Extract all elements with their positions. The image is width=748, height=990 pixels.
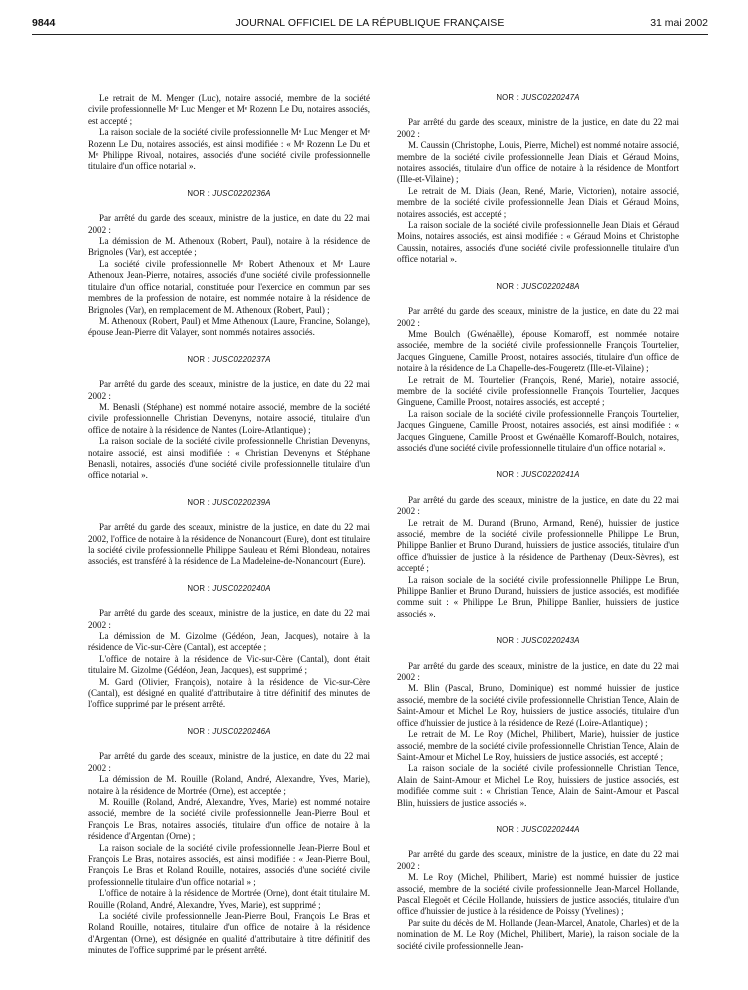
- paragraph: M. Benasli (Stéphane) est nommé notaire associé, membre de la société civile professionnelle Christian Devenyns, notaire associé, titulaire d'un office de notaire à la résidence de Nantes (Loire-Atlantique) ;: [88, 401, 370, 435]
- nor-reference: [397, 824, 679, 835]
- right-column: [397, 92, 679, 952]
- paragraph: La société civile professionnelle Mᵉ Robert Athenoux et Mᵉ Laure Athenoux Jean-Pierre, notaires, associés d'une société civile professionnelle titulaire d'un office notarial, constituée pour l'exercice en commun par ses membres de la profession de notaire, est nommée notaire à la résidence de Brignoles (Var), en remplacement de M. Athenoux (Robert, Paul) ;: [88, 258, 370, 315]
- paragraph: Par suite du décès de M. Hollande (Jean-Marcel, Anatole, Charles) et de la nomination de M. Le Roy (Michel, Philibert, Marie), la raison sociale de la société civile professionnelle Jean-: [397, 917, 679, 951]
- paragraph: Par arrêté du garde des sceaux, ministre de la justice, en date du 22 mai 2002 :: [88, 213, 370, 235]
- nor-reference: [397, 281, 679, 292]
- paragraph: Le retrait de M. Le Roy (Michel, Philibert, Marie), huissier de justice associé, membre de la société civile professionnelle Christian Tence, Alain de Saint-Amour et Michel Le Roy, huissiers de justice associés, est accepté ;: [397, 729, 679, 762]
- nor-prefix: NOR :: [187, 583, 210, 593]
- paragraph: Par arrêté du garde des sceaux, ministre de la justice, en date du 22 mai 2002 :: [88, 608, 370, 630]
- paragraph: L'office de notaire à la résidence de Mortrée (Orne), dont était titulaire M. Rouille (Roland, André, Alexandre, Yves, Marie), est supprimé ;: [88, 888, 370, 910]
- nor-code: JUSC0220248A: [521, 281, 580, 291]
- paragraph: La raison sociale de la société civile professionnelle Christian Tence, Alain de Saint-Amour et Michel Le Roy, huissiers de justice associés, est modifiée comme suit : « Christian Tence, Alain de Saint-Amour et Pascal Blin, huissiers de justice associés ».: [397, 763, 679, 808]
- issue-date: 31 mai 2002: [650, 17, 708, 29]
- paragraph: La raison sociale de la société civile professionnelle Jean-Pierre Boul et François Le Bras, notaires associés, est ainsi modifiée : « Jean-Pierre Boul, François Le Bras et Roland Rouille, notaires, associés d'une société civile professionnelle titulaire d'un office notarial » ;: [88, 842, 370, 887]
- paragraph: Par arrêté du garde des sceaux, ministre de la justice, en date du 22 mai 2002, l'office de notaire à la résidence de Nonancourt (Eure), dont est titulaire la société civile professionnelle Philippe Sauleau et Rémi Blondeau, notaires associés, est transféré à la résidence de La Madeleine-de-Nonancourt (Eure).: [88, 522, 370, 567]
- nor-reference: [88, 726, 370, 737]
- paragraph: Par arrêté du garde des sceaux, ministre de la justice, en date du 22 mai 2002 :: [88, 379, 370, 401]
- paragraph: M. Athenoux (Robert, Paul) et Mme Athenoux (Laure, Francine, Solange), épouse Jean-Pierre dit Valayer, sont nommés notaires associés.: [88, 315, 370, 338]
- paragraph: Mme Boulch (Gwénaëlle), épouse Komaroff, est nommée notaire associée, membre de la société civile professionnelle François Tourtelier, Jacques Ginguene, Camille Proost, notaires associés, titulaire d'un office de notaire à la résidence de La Chapelle-des-Fougeretz (Ille-et-Vilaine) ;: [397, 328, 679, 374]
- paragraph: La raison sociale de la société civile professionnelle Christian Devenyns, notaire associé, est ainsi modifiée : « Christian Devenyns et Stéphane Benasli, notaires, associés d'une société civile professionnelle titulaire d'un office notarial ».: [88, 436, 370, 481]
- nor-prefix: NOR :: [187, 726, 210, 736]
- journal-title: JOURNAL OFFICIEL DE LA RÉPUBLIQUE FRANÇAISE: [235, 17, 505, 29]
- nor-reference: [397, 469, 679, 480]
- paragraph: La démission de M. Athenoux (Robert, Paul), notaire à la résidence de Brignoles (Var), est acceptée ;: [88, 236, 370, 258]
- paragraph: La démission de M. Gizolme (Gédéon, Jean, Jacques), notaire à la résidence de Vic-sur-Cère (Cantal), est acceptée ;: [88, 631, 370, 653]
- paragraph: Par arrêté du garde des sceaux, ministre de la justice, en date du 22 mai 2002 :: [397, 494, 679, 517]
- nor-code: JUSC0220247A: [521, 93, 580, 102]
- paragraph: Par arrêté du garde des sceaux, ministre de la justice, en date du 22 mai 2002 :: [397, 660, 679, 683]
- paragraph: La raison sociale de la société civile professionnelle Philippe Le Brun, Philippe Banlier et Bruno Durand, huissiers de justice associés, est modifiée comme suit : « Philippe Le Brun, Philippe Banlier, huissiers de justice associés ».: [397, 574, 679, 619]
- paragraph: M. Caussin (Christophe, Louis, Pierre, Michel) est nommé notaire associé, membre de la société civile professionnelle Jean Diais et Géraud Moins, notaires associés, titulaire d'un office de notaire à la résidence de Montfort (Ille-et-Vilaine) ;: [397, 140, 679, 185]
- nor-prefix: NOR :: [496, 281, 519, 291]
- nor-code: JUSC0220241A: [521, 470, 580, 480]
- paragraph: Le retrait de M. Tourtelier (François, René, Marie), notaire associé, membre de la société civile professionnelle François Tourtelier, Jacques Ginguene, Camille Proost, notaires associés, est accepté ;: [397, 374, 679, 408]
- nor-prefix: NOR :: [187, 497, 210, 507]
- paragraph: Par arrêté du garde des sceaux, ministre de la justice, en date du 22 mai 2002 :: [397, 306, 679, 328]
- nor-code: JUSC0220246A: [212, 726, 271, 736]
- nor-code: JUSC0220236A: [212, 188, 271, 198]
- paragraph: La raison sociale de la société civile professionnelle Jean Diais et Géraud Moins, notaires associés, est ainsi modifiée : « Géraud Moins et Christophe Caussin, notaires, associés d'une société civile professionnelle titulaire d'un office notarial ».: [397, 220, 679, 265]
- nor-prefix: NOR :: [496, 636, 519, 646]
- paragraph: L'office de notaire à la résidence de Vic-sur-Cère (Cantal), dont était titulaire M. Gizolme (Gédéon, Jean, Jacques), est supprimé ;: [88, 653, 370, 676]
- paragraph: Le retrait de M. Diais (Jean, René, Marie, Victorien), notaire associé, membre de la société civile professionnelle Jean Diais et Géraud Moins, notaires associés, est accepté ;: [397, 185, 679, 219]
- nor-reference: [397, 92, 679, 103]
- paragraph: M. Rouille (Roland, André, Alexandre, Yves, Marie) est nommé notaire associé, membre de la société civile professionnelle Jean-Pierre Boul et François Le Bras, notaires associés, titulaire d'un office de notaire à la résidence d'Argentan (Orne) ;: [88, 796, 370, 842]
- nor-code: JUSC0220244A: [521, 824, 580, 834]
- nor-prefix: NOR :: [187, 354, 210, 364]
- paragraph: Le retrait de M. Menger (Luc), notaire associé, membre de la société civile professionnelle Mᵉ Luc Menger et Mᵉ Rozenn Le Du, notaires associés, est accepté ;: [88, 93, 370, 126]
- paragraph: M. Gard (Olivier, François), notaire à la résidence de Vic-sur-Cère (Cantal), est désigné en qualité d'attributaire à titre définitif des minutes de l'office supprimé par le présent arrêté.: [88, 676, 370, 710]
- nor-reference: [88, 583, 370, 594]
- paragraph: Par arrêté du garde des sceaux, ministre de la justice, en date du 22 mai 2002 :: [397, 849, 679, 871]
- paragraph: M. Blin (Pascal, Bruno, Dominique) est nommé huissier de justice associé, membre de la société civile professionnelle Christian Tence, Alain de Saint-Amour et Michel Le Roy, huissiers de justice associés, titulaire d'un office d'huissier de justice à la résidence de Rezé (Loire-Atlantique) ;: [397, 683, 679, 728]
- nor-code: JUSC0220239A: [212, 497, 271, 507]
- nor-prefix: NOR :: [187, 188, 210, 198]
- paragraph: Par arrêté du garde des sceaux, ministre de la justice, en date du 22 mai 2002 :: [88, 751, 370, 773]
- nor-reference: [88, 354, 370, 365]
- nor-code: JUSC0220240A: [212, 583, 271, 593]
- nor-prefix: NOR :: [496, 470, 519, 480]
- nor-reference: [88, 188, 370, 199]
- paragraph: Le retrait de M. Durand (Bruno, Armand, René), huissier de justice associé, membre de la société civile professionnelle Philippe Le Brun, Philippe Banlier et Bruno Durand, huissiers de justice associés, titulaire d'un office d'huissier de justice à la résidence de Parthenay (Deux-Sèvres), est accepté ;: [397, 517, 679, 574]
- nor-reference: [88, 497, 370, 508]
- paragraph: La démission de M. Rouille (Roland, André, Alexandre, Yves, Marie), notaire à la résidence de Mortrée (Orne), est acceptée ;: [88, 774, 370, 796]
- nor-prefix: NOR :: [496, 93, 519, 102]
- paragraph: La raison sociale de la société civile professionnelle Mᵉ Luc Menger et Mᵉ Rozenn Le Du, notaires associés, est ainsi modifiée : « Mᵉ Rozenn Le Du et Mᵉ Philippe Rivoal, notaires, associés d'une société civile professionnelle titulaire d'un office notarial ».: [88, 127, 370, 172]
- nor-code: JUSC0220237A: [212, 354, 271, 364]
- page-header: [32, 14, 708, 35]
- paragraph: Par arrêté du garde des sceaux, ministre de la justice, en date du 22 mai 2002 :: [397, 117, 679, 139]
- left-column: [88, 93, 370, 957]
- nor-code: JUSC0220243A: [521, 636, 580, 646]
- page-number: 9844: [32, 17, 56, 29]
- nor-reference: [397, 635, 679, 646]
- paragraph: La raison sociale de la société civile professionnelle François Tourtelier, Jacques Ginguene, Camille Proost, notaires associés, est ainsi modifiée : « Jacques Ginguene, Camille Proost et Gwénaëlle Komaroff-Boulch, notaires, associés d'une société civile professionnelle titulaire d'un office notarial ».: [397, 408, 679, 453]
- paragraph: La société civile professionnelle Jean-Pierre Boul, François Le Bras et Roland Rouille, notaires, titulaire d'un office de notaire à la résidence d'Argentan (Orne), est désignée en qualité d'attributaire à titre définitif des minutes de l'office supprimé par le présent arrêté.: [88, 910, 370, 956]
- paragraph: M. Le Roy (Michel, Philibert, Marie) est nommé huissier de justice associé, membre de la société civile professionnelle Jean-Marcel Hollande, Pascal Elegoët et Cécile Hollande, huissiers de justice associés, titulaire d'un office d'huissier de justice à la résidence de Poissy (Yvelines) ;: [397, 872, 679, 917]
- nor-prefix: NOR :: [496, 824, 519, 834]
